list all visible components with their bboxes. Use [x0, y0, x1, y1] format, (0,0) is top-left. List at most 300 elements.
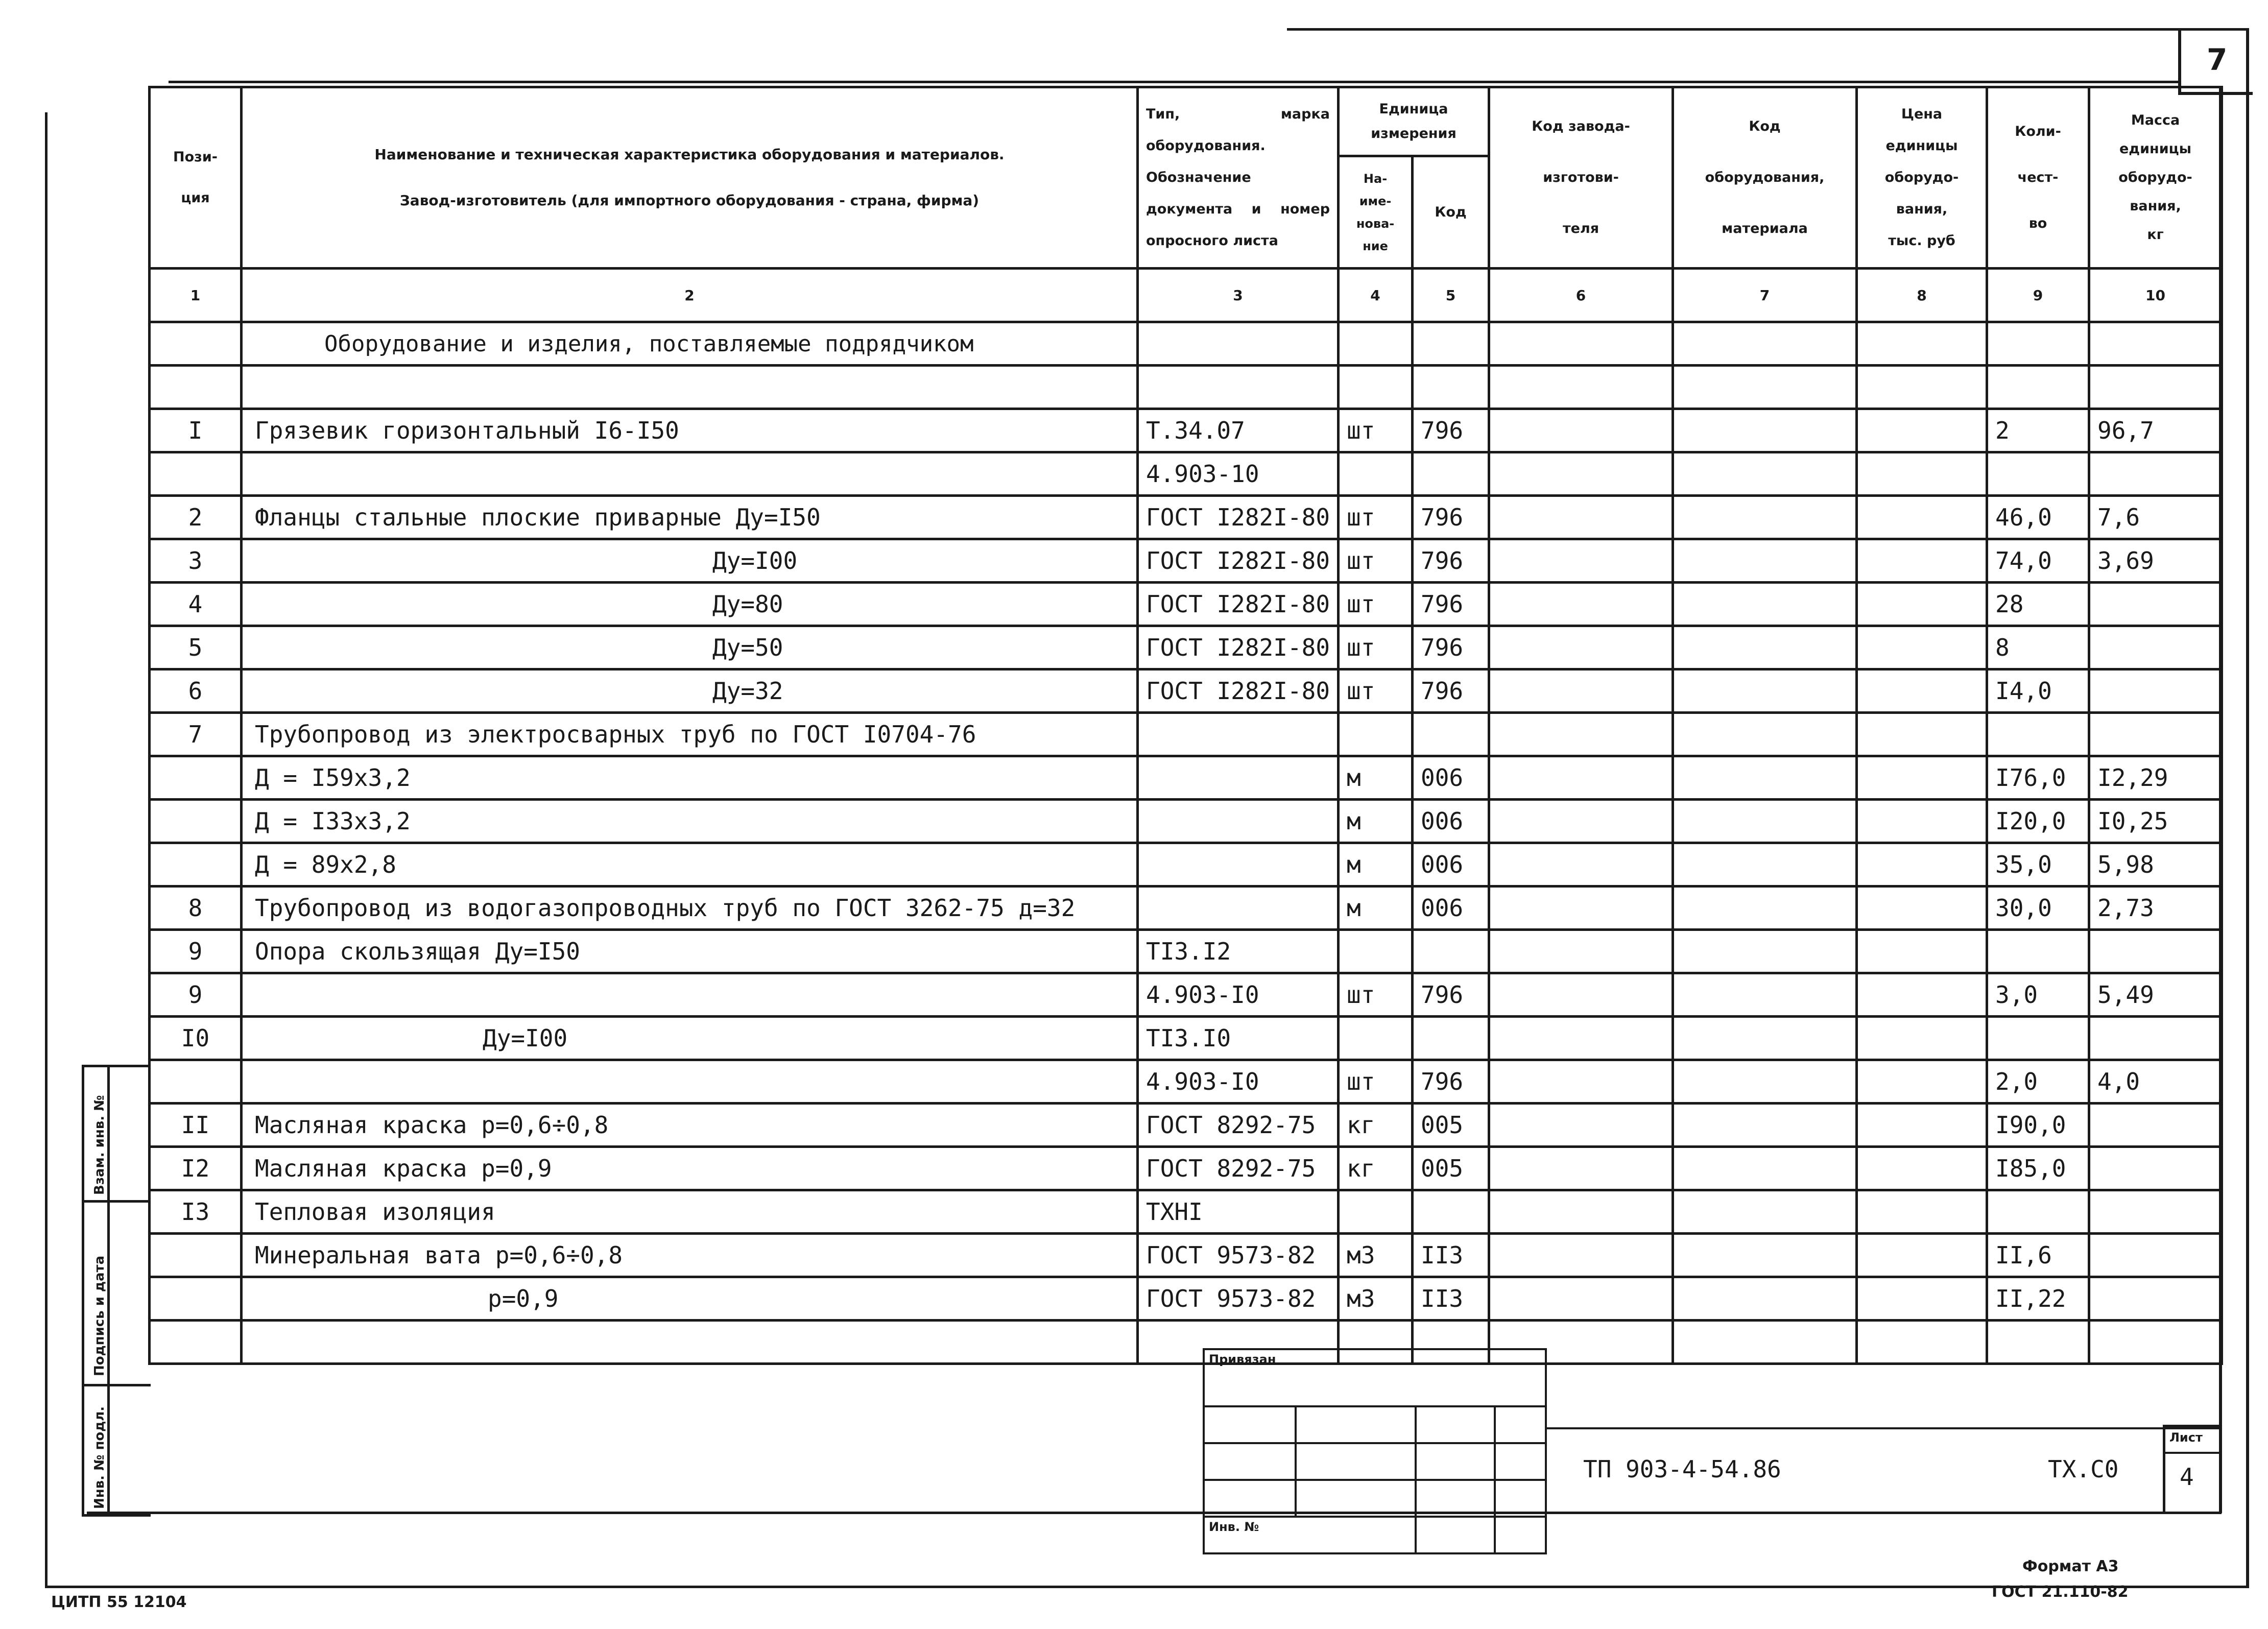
- row-factory-code: [1489, 1277, 1673, 1321]
- row-name: Масляная краска р=0,6÷0,8: [242, 1104, 1138, 1147]
- row-price: [1857, 756, 1987, 800]
- row-unit-code: [1413, 1017, 1489, 1060]
- row-equipment-code: [1673, 583, 1857, 626]
- row-price: [1857, 973, 1987, 1017]
- row-price: [1857, 1321, 1987, 1364]
- row-equipment-code: [1673, 1234, 1857, 1277]
- table-row: [150, 1104, 2222, 1147]
- footer-format: Формат А3: [2022, 1558, 2119, 1575]
- row-factory-code: [1489, 1060, 1673, 1104]
- table-row: [150, 452, 2222, 496]
- row-quantity: 35,0: [1987, 843, 2089, 887]
- row-name: Грязевик горизонтальный I6-I50: [242, 409, 1138, 452]
- row-type: ГОСТ I282I-80: [1138, 539, 1339, 583]
- row-equipment-code: [1673, 409, 1857, 452]
- row-mass: [2089, 583, 2222, 626]
- row-price: [1857, 496, 1987, 539]
- row-type: ГОСТ I282I-80: [1138, 583, 1339, 626]
- row-unit: [1339, 713, 1413, 756]
- row-unit-code: 006: [1413, 756, 1489, 800]
- side-label-replacement-inv: Взам. инв. №: [92, 1095, 107, 1195]
- col-price-header: Цена единицы оборудо- вания, тыс. руб: [1857, 87, 1987, 269]
- table-row: [150, 1017, 2222, 1060]
- row-quantity: 30,0: [1987, 887, 2089, 930]
- row-position: [150, 1277, 242, 1321]
- col-number: 5: [1413, 269, 1489, 322]
- row-equipment-code: [1673, 366, 1857, 409]
- row-price: [1857, 843, 1987, 887]
- row-position: [150, 452, 242, 496]
- row-mass: 7,6: [2089, 496, 2222, 539]
- row-unit: [1339, 1190, 1413, 1234]
- row-position: 7: [150, 713, 242, 756]
- row-unit: [1339, 930, 1413, 973]
- row-price: [1857, 669, 1987, 713]
- row-equipment-code: [1673, 539, 1857, 583]
- row-price: [1857, 452, 1987, 496]
- row-factory-code: [1489, 887, 1673, 930]
- table-row: [150, 1277, 2222, 1321]
- row-quantity: [1987, 713, 2089, 756]
- row-position: 9: [150, 973, 242, 1017]
- top-frame-line: [169, 81, 2181, 83]
- stamp-inv-label: Инв. №: [1204, 1517, 1416, 1553]
- row-unit-code: 796: [1413, 1060, 1489, 1104]
- row-unit: шт: [1339, 1060, 1413, 1104]
- row-equipment-code: [1673, 843, 1857, 887]
- col-number: 2: [242, 269, 1138, 322]
- row-factory-code: [1489, 452, 1673, 496]
- col-position-header: Пози- ция: [150, 87, 242, 269]
- row-factory-code: [1489, 1234, 1673, 1277]
- row-type: ГОСТ 9573-82: [1138, 1277, 1339, 1321]
- row-quantity: I90,0: [1987, 1104, 2089, 1147]
- col-number: 9: [1987, 269, 2089, 322]
- col-number: 1: [150, 269, 242, 322]
- row-unit-code: 796: [1413, 409, 1489, 452]
- table-row: [150, 409, 2222, 452]
- row-quantity: [1987, 1190, 2089, 1234]
- row-name: [242, 366, 1138, 409]
- page-number: 7: [2207, 42, 2228, 77]
- row-name: Ду=80: [242, 583, 1138, 626]
- row-unit-code: 796: [1413, 973, 1489, 1017]
- sheet-label: Лист: [2169, 1430, 2203, 1445]
- row-factory-code: [1489, 539, 1673, 583]
- row-mass: [2089, 1321, 2222, 1364]
- row-price: [1857, 713, 1987, 756]
- side-label-original-inv: Инв. № подл.: [92, 1406, 107, 1509]
- row-mass: I0,25: [2089, 800, 2222, 843]
- row-unit: шт: [1339, 539, 1413, 583]
- row-name: Тепловая изоляция: [242, 1190, 1138, 1234]
- sheet-number: 4: [2180, 1463, 2194, 1491]
- col-quantity-header: Коли- чест- во: [1987, 87, 2089, 269]
- row-type: 4.903-10: [1138, 452, 1339, 496]
- row-price: [1857, 583, 1987, 626]
- row-price: [1857, 1147, 1987, 1190]
- row-unit: м: [1339, 843, 1413, 887]
- row-factory-code: [1489, 1017, 1673, 1060]
- row-type: [1138, 843, 1339, 887]
- row-mass: [2089, 1277, 2222, 1321]
- row-equipment-code: [1673, 1104, 1857, 1147]
- row-equipment-code: [1673, 452, 1857, 496]
- row-equipment-code: [1673, 1060, 1857, 1104]
- row-equipment-code: [1673, 756, 1857, 800]
- table-row: [150, 800, 2222, 843]
- row-unit-code: 796: [1413, 626, 1489, 669]
- document-code: ТП 903-4-54.86: [1583, 1455, 1781, 1483]
- footer-left-code: ЦИТП 55 12104: [51, 1593, 187, 1611]
- col-equipment-code-header: Код оборудования, материала: [1673, 87, 1857, 269]
- row-position: [150, 1234, 242, 1277]
- row-mass: 3,69: [2089, 539, 2222, 583]
- row-mass: [2089, 626, 2222, 669]
- row-position: [150, 843, 242, 887]
- right-frame-line: [2246, 28, 2249, 1588]
- row-price: [1857, 366, 1987, 409]
- row-quantity: I85,0: [1987, 1147, 2089, 1190]
- row-price: [1857, 887, 1987, 930]
- row-position: 9: [150, 930, 242, 973]
- row-name: р=0,9: [242, 1277, 1138, 1321]
- table-row: [150, 1147, 2222, 1190]
- row-unit-code: [1413, 452, 1489, 496]
- row-name: [242, 452, 1138, 496]
- row-type: ГОСТ I282I-80: [1138, 626, 1339, 669]
- row-position: II: [150, 1104, 242, 1147]
- row-quantity: I76,0: [1987, 756, 2089, 800]
- column-numbers-row: [150, 269, 2222, 322]
- row-position: 5: [150, 626, 242, 669]
- row-quantity: II,22: [1987, 1277, 2089, 1321]
- binding-stamp: [1203, 1348, 1547, 1554]
- bottom-frame-line: [45, 1586, 2249, 1588]
- stamp-bound-label: Привязан: [1204, 1349, 1546, 1406]
- row-quantity: I4,0: [1987, 669, 2089, 713]
- table-row: [150, 713, 2222, 756]
- row-quantity: [1987, 1321, 2089, 1364]
- table-row: [150, 583, 2222, 626]
- row-position: [150, 1060, 242, 1104]
- row-mass: [2089, 930, 2222, 973]
- col-unit-code-header: Код: [1413, 156, 1489, 269]
- row-price: [1857, 1017, 1987, 1060]
- row-mass: [2089, 713, 2222, 756]
- row-unit-code: II3: [1413, 1234, 1489, 1277]
- row-quantity: 46,0: [1987, 496, 2089, 539]
- row-quantity: 3,0: [1987, 973, 2089, 1017]
- row-quantity: 2,0: [1987, 1060, 2089, 1104]
- row-factory-code: [1489, 756, 1673, 800]
- row-price: [1857, 539, 1987, 583]
- row-unit-code: [1413, 713, 1489, 756]
- row-name: [242, 1321, 1138, 1364]
- row-position: I2: [150, 1147, 242, 1190]
- row-mass: 96,7: [2089, 409, 2222, 452]
- row-type: [1138, 887, 1339, 930]
- col-number: 6: [1489, 269, 1673, 322]
- row-unit: шт: [1339, 626, 1413, 669]
- row-type: ТХНI: [1138, 1190, 1339, 1234]
- row-type: 4.903-I0: [1138, 973, 1339, 1017]
- row-unit-code: [1413, 930, 1489, 973]
- row-position: [150, 756, 242, 800]
- row-unit: шт: [1339, 409, 1413, 452]
- row-quantity: [1987, 1017, 2089, 1060]
- inner-bottom-line: [87, 1512, 2222, 1514]
- row-factory-code: [1489, 583, 1673, 626]
- row-mass: [2089, 1147, 2222, 1190]
- section-title: Оборудование и изделия, поставляемые подрядчиком: [242, 322, 1138, 366]
- row-equipment-code: [1673, 930, 1857, 973]
- table-row: [150, 887, 2222, 930]
- row-unit-code: 796: [1413, 539, 1489, 583]
- row-unit-code: 005: [1413, 1104, 1489, 1147]
- row-unit: м: [1339, 887, 1413, 930]
- row-type: Т.34.07: [1138, 409, 1339, 452]
- table-row: [150, 669, 2222, 713]
- row-name: Фланцы стальные плоские приварные Ду=I50: [242, 496, 1138, 539]
- table-row: [150, 756, 2222, 800]
- row-mass: [2089, 366, 2222, 409]
- row-price: [1857, 1104, 1987, 1147]
- row-mass: [2089, 1234, 2222, 1277]
- row-quantity: [1987, 452, 2089, 496]
- row-quantity: [1987, 366, 2089, 409]
- col-number: 8: [1857, 269, 1987, 322]
- row-name: Опора скользящая Ду=I50: [242, 930, 1138, 973]
- row-equipment-code: [1673, 669, 1857, 713]
- col-number: 7: [1673, 269, 1857, 322]
- row-unit-code: [1413, 366, 1489, 409]
- row-position: [150, 366, 242, 409]
- row-price: [1857, 1277, 1987, 1321]
- row-factory-code: [1489, 496, 1673, 539]
- row-unit: [1339, 366, 1413, 409]
- row-type: TI3.I0: [1138, 1017, 1339, 1060]
- row-name: Минеральная вата р=0,6÷0,8: [242, 1234, 1138, 1277]
- row-mass: [2089, 1190, 2222, 1234]
- row-type: ГОСТ I282I-80: [1138, 669, 1339, 713]
- top-short-line: [1287, 28, 2247, 31]
- side-strip: [82, 1065, 151, 1517]
- row-unit-code: [1413, 1190, 1489, 1234]
- row-factory-code: [1489, 669, 1673, 713]
- row-position: I0: [150, 1017, 242, 1060]
- row-equipment-code: [1673, 1147, 1857, 1190]
- row-price: [1857, 1234, 1987, 1277]
- table-row: [150, 496, 2222, 539]
- table-body: [150, 366, 2222, 1364]
- row-unit: м: [1339, 756, 1413, 800]
- row-factory-code: [1489, 973, 1673, 1017]
- row-equipment-code: [1673, 973, 1857, 1017]
- footer-gost: ГОСТ 21.110-82: [1992, 1583, 2129, 1601]
- row-type: [1138, 713, 1339, 756]
- row-unit: шт: [1339, 973, 1413, 1017]
- row-equipment-code: [1673, 713, 1857, 756]
- row-price: [1857, 930, 1987, 973]
- table-row: [150, 1321, 2222, 1364]
- row-mass: I2,29: [2089, 756, 2222, 800]
- row-name: Ду=32: [242, 669, 1138, 713]
- row-position: [150, 800, 242, 843]
- row-position: 6: [150, 669, 242, 713]
- table-row: [150, 930, 2222, 973]
- row-unit: шт: [1339, 583, 1413, 626]
- row-position: 8: [150, 887, 242, 930]
- row-name: Масляная краска р=0,9: [242, 1147, 1138, 1190]
- page-number-box: [2178, 28, 2253, 95]
- row-mass: [2089, 1017, 2222, 1060]
- header-row: [150, 87, 2222, 156]
- row-factory-code: [1489, 843, 1673, 887]
- row-factory-code: [1489, 626, 1673, 669]
- row-mass: 5,49: [2089, 973, 2222, 1017]
- row-equipment-code: [1673, 496, 1857, 539]
- row-position: 4: [150, 583, 242, 626]
- row-unit: [1339, 452, 1413, 496]
- row-unit: м: [1339, 800, 1413, 843]
- table-row: [150, 539, 2222, 583]
- row-factory-code: [1489, 1104, 1673, 1147]
- table-row: [150, 626, 2222, 669]
- row-type: ГОСТ 8292-75: [1138, 1147, 1339, 1190]
- table-row: [150, 1234, 2222, 1277]
- row-factory-code: [1489, 409, 1673, 452]
- row-unit-code: 796: [1413, 583, 1489, 626]
- left-outer-line: [45, 112, 47, 1588]
- row-equipment-code: [1673, 1277, 1857, 1321]
- row-position: I: [150, 409, 242, 452]
- col-type-header: Тип, марка оборудования. Обозначение документа и номер опросного листа: [1138, 87, 1339, 269]
- table-row: [150, 1190, 2222, 1234]
- table-row: [150, 366, 2222, 409]
- row-unit: шт: [1339, 669, 1413, 713]
- col-mass-header: Масса единицы оборудо- вания, кг: [2089, 87, 2222, 269]
- row-unit: м3: [1339, 1234, 1413, 1277]
- row-position: 2: [150, 496, 242, 539]
- row-quantity: 28: [1987, 583, 2089, 626]
- row-name: Ду=I00: [242, 1017, 1138, 1060]
- row-type: ГОСТ 8292-75: [1138, 1104, 1339, 1147]
- row-name: [242, 1060, 1138, 1104]
- row-quantity: 74,0: [1987, 539, 2089, 583]
- table-row: [150, 1060, 2222, 1104]
- row-unit: кг: [1339, 1147, 1413, 1190]
- row-type: [1138, 800, 1339, 843]
- col-number: 4: [1339, 269, 1413, 322]
- row-factory-code: [1489, 713, 1673, 756]
- row-unit: кг: [1339, 1104, 1413, 1147]
- row-price: [1857, 626, 1987, 669]
- row-unit-code: 796: [1413, 669, 1489, 713]
- row-mass: 2,73: [2089, 887, 2222, 930]
- row-quantity: I20,0: [1987, 800, 2089, 843]
- row-mass: [2089, 669, 2222, 713]
- title-block-top-line: [1545, 1427, 2219, 1429]
- row-name: Трубопровод из водогазопроводных труб по ГОСТ 3262-75 д=32: [242, 887, 1138, 930]
- row-type: ГОСТ I282I-80: [1138, 496, 1339, 539]
- side-label-signature-date: Подпись и дата: [92, 1255, 107, 1376]
- row-unit: м3: [1339, 1277, 1413, 1321]
- row-unit-code: 006: [1413, 887, 1489, 930]
- row-equipment-code: [1673, 1017, 1857, 1060]
- row-mass: 4,0: [2089, 1060, 2222, 1104]
- row-name: Ду=50: [242, 626, 1138, 669]
- row-quantity: [1987, 930, 2089, 973]
- row-price: [1857, 800, 1987, 843]
- row-type: [1138, 756, 1339, 800]
- section-row: [150, 322, 2222, 366]
- col-number: 3: [1138, 269, 1339, 322]
- row-position: 3: [150, 539, 242, 583]
- table-row: [150, 973, 2222, 1017]
- document-mark: ТХ.С0: [2048, 1455, 2119, 1483]
- row-quantity: 8: [1987, 626, 2089, 669]
- row-mass: [2089, 452, 2222, 496]
- row-price: [1857, 1190, 1987, 1234]
- row-type: ГОСТ 9573-82: [1138, 1234, 1339, 1277]
- row-unit-code: II3: [1413, 1277, 1489, 1321]
- row-unit-code: 796: [1413, 496, 1489, 539]
- row-factory-code: [1489, 800, 1673, 843]
- col-number: 10: [2089, 269, 2222, 322]
- row-equipment-code: [1673, 887, 1857, 930]
- row-equipment-code: [1673, 800, 1857, 843]
- row-quantity: II,6: [1987, 1234, 2089, 1277]
- row-factory-code: [1489, 1147, 1673, 1190]
- row-type: TI3.I2: [1138, 930, 1339, 973]
- row-name: Д = I33х3,2: [242, 800, 1138, 843]
- row-name: Д = I59х3,2: [242, 756, 1138, 800]
- row-quantity: 2: [1987, 409, 2089, 452]
- row-mass: [2089, 1104, 2222, 1147]
- row-mass: 5,98: [2089, 843, 2222, 887]
- row-price: [1857, 409, 1987, 452]
- row-unit: [1339, 1017, 1413, 1060]
- sheet-box: [2163, 1425, 2219, 1514]
- specification-table: [148, 86, 2223, 1365]
- table-row: [150, 843, 2222, 887]
- row-equipment-code: [1673, 1321, 1857, 1364]
- row-type: [1138, 366, 1339, 409]
- row-name: Ду=I00: [242, 539, 1138, 583]
- row-position: I3: [150, 1190, 242, 1234]
- col-unit-name-header: На- име- нова- ние: [1339, 156, 1413, 269]
- row-name: Д = 89х2,8: [242, 843, 1138, 887]
- row-factory-code: [1489, 1190, 1673, 1234]
- row-unit-code: 005: [1413, 1147, 1489, 1190]
- row-factory-code: [1489, 930, 1673, 973]
- row-type: 4.903-I0: [1138, 1060, 1339, 1104]
- col-unit-group-header: Единица измерения: [1339, 87, 1489, 156]
- col-name-header: Наименование и техническая характеристика оборудования и материалов. Завод-изготовитель (для импортного оборудования - страна, фирма): [242, 87, 1138, 269]
- row-equipment-code: [1673, 1190, 1857, 1234]
- row-unit-code: 006: [1413, 800, 1489, 843]
- row-position: [150, 1321, 242, 1364]
- row-unit-code: 006: [1413, 843, 1489, 887]
- row-name: Трубопровод из электросварных труб по ГОСТ I0704-76: [242, 713, 1138, 756]
- col-factory-code-header: Код завода- изготови- теля: [1489, 87, 1673, 269]
- row-price: [1857, 1060, 1987, 1104]
- row-factory-code: [1489, 366, 1673, 409]
- row-unit: шт: [1339, 496, 1413, 539]
- row-equipment-code: [1673, 626, 1857, 669]
- row-name: [242, 973, 1138, 1017]
